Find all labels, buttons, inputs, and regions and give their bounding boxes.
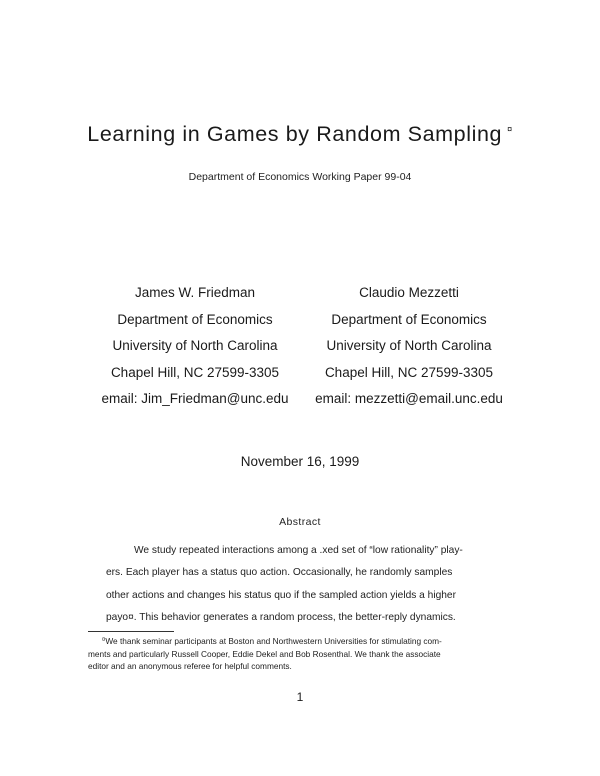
author-block-2 xyxy=(300,280,518,413)
paper-date: November 16, 1999 xyxy=(240,454,360,469)
abstract-body xyxy=(106,540,490,629)
title-footnote-mark: ¤ xyxy=(507,124,513,134)
working-paper-line: Department of Economics Working Paper 99-04 xyxy=(188,171,412,183)
author-email: email: mezzetti@email.unc.edu xyxy=(315,391,503,406)
footnote-mark: ¤ xyxy=(102,637,106,643)
author-block-1 xyxy=(90,280,300,413)
abstract-line: We study repeated interactions among a .xed set of “low rationality” play- xyxy=(134,545,463,556)
author-department: Department of Economics xyxy=(331,311,487,327)
author-department: Department of Economics xyxy=(117,311,273,327)
footnote-text: We thank seminar participants at Boston and Northwestern Universities for stimulating com- xyxy=(105,636,442,646)
author-address: Chapel Hill, NC 27599-3305 xyxy=(110,364,280,380)
abstract-line: ers. Each player has a status quo action. Occasionally, he randomly samples xyxy=(106,567,453,579)
author-name: Claudio Mezzetti xyxy=(359,285,459,300)
author-address: Chapel Hill, NC 27599-3305 xyxy=(324,364,494,380)
footnote-line: editor and an anonymous referee for helpful comments. xyxy=(88,661,292,672)
author-university: University of North Carolina xyxy=(326,338,492,353)
author-name: James W. Friedman xyxy=(134,285,256,300)
footnote-line xyxy=(88,634,520,648)
title-text: Learning in Games by Random Sampling xyxy=(87,122,503,146)
footnote-line: ments and particularly Russell Cooper, Eddie Dekel and Bob Rosenthal. We thank the associate xyxy=(88,648,441,659)
author-email: email: Jim_Friedman@unc.edu xyxy=(101,391,289,406)
abstract-line: other actions and changes his status quo if the sampled action yields a higher xyxy=(106,589,456,601)
page-number: 1 xyxy=(296,690,304,704)
abstract-heading: Abstract xyxy=(279,516,321,528)
paper-title xyxy=(0,122,600,147)
author-university: University of North Carolina xyxy=(112,338,278,353)
abstract-line: payo¤. This behavior generates a random process, the better-reply dynamics. xyxy=(106,611,456,623)
footnote-rule xyxy=(88,631,174,632)
footnote xyxy=(88,634,520,673)
